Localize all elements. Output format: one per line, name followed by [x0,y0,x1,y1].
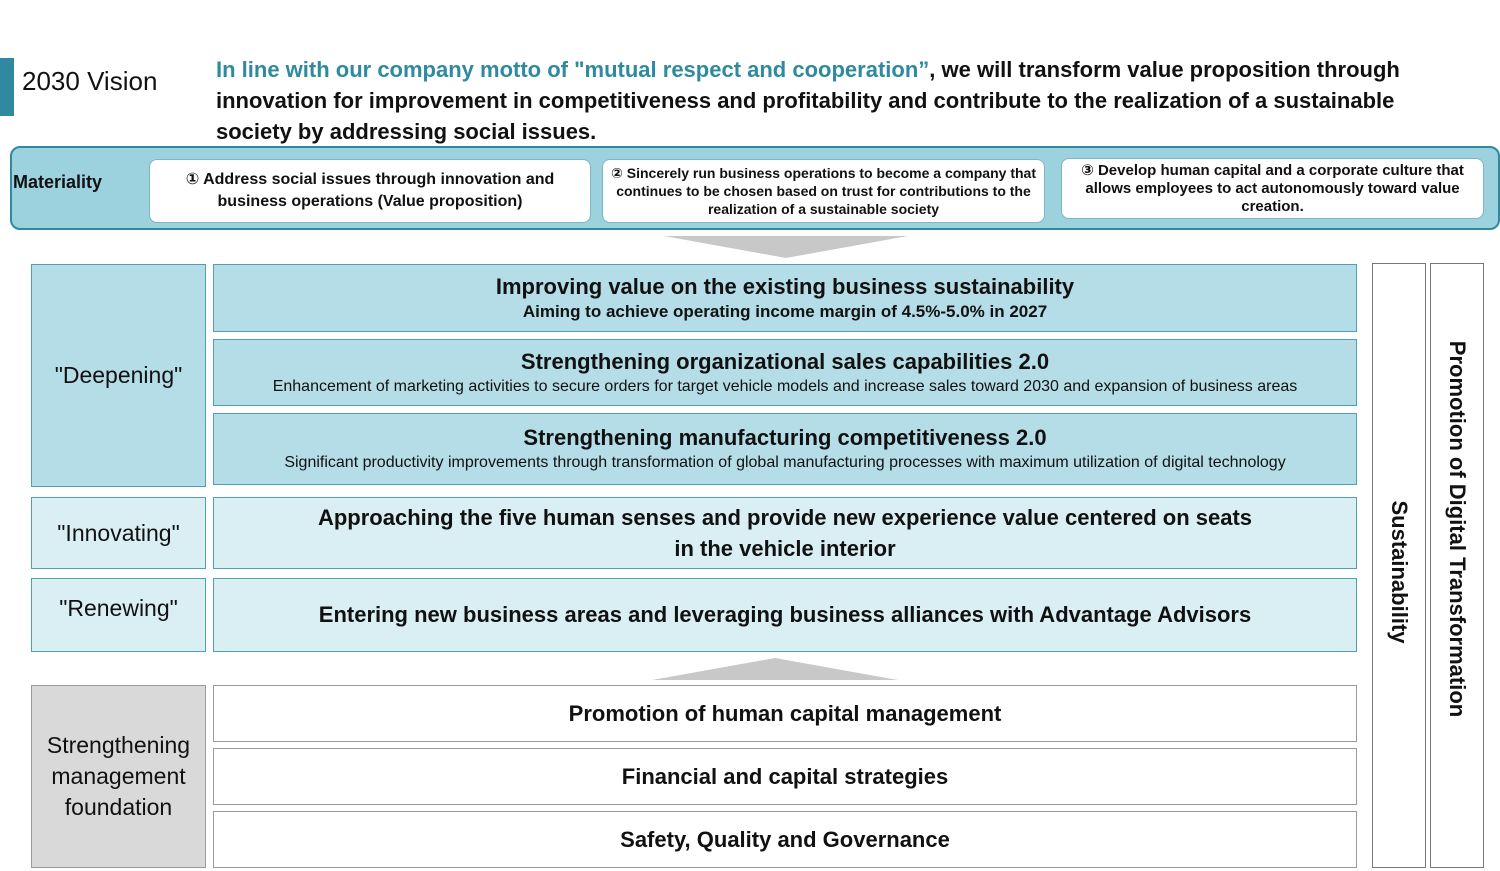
digital-transformation-label: Promotion of Digital Transformation [1445,341,1470,718]
strategy-subtitle: Enhancement of marketing activities to secure orders for target vehicle models and increase sales toward 2030 and expansion of business areas [272,377,1298,395]
materiality-item-3: ③ Develop human capital and a corporate culture that allows employees to act autonomously toward value creation. [1061,158,1484,219]
strategy-row-new-business [213,578,1357,652]
materiality-item-2: ② Sincerely run business operations to become a company that continues to be chosen based on trust for contributions to the realization of a sustainable society [602,159,1045,223]
strategy-title: Entering new business areas and leveraging business alliances with Advantage Advisors [318,602,1252,627]
vision-statement [216,54,1446,147]
strategy-title: Improving value on the existing business sustainability [495,274,1075,299]
vision-statement-motto: In line with our company motto of "mutual respect and cooperation” [216,57,930,82]
strategy-row-existing-business [213,264,1357,332]
vision-title: 2030 Vision [22,66,158,96]
vision-statement-body: , we will transform value proposition through innovation for improvement in competitiveness and profitability and contribute to the realization of a sustainable society by addressing social issues. [216,57,1400,144]
strategy-title-line2: in the vehicle interior [674,536,896,561]
strategy-title: Strengthening organizational sales capabilities 2.0 [520,348,1050,374]
renewing-label: "Renewing" [31,578,206,652]
materiality-item-1: ① Address social issues through innovation and business operations (Value proposition) [149,159,591,223]
up-arrow-icon [652,658,898,680]
strategy-title-line1: Approaching the five human senses and provide new experience value centered on seats [317,505,1253,530]
strategy-title: Strengthening manufacturing competitiveness 2.0 [523,425,1047,450]
sustainability-column [1372,263,1426,868]
foundation-item-human-capital: Promotion of human capital management [213,685,1357,742]
strategy-row-manufacturing [213,413,1357,485]
strategy-row-five-senses [213,497,1357,569]
deepening-label: "Deepening" [31,264,206,487]
foundation-item-governance: Safety, Quality and Governance [213,811,1357,868]
digital-transformation-column [1430,263,1484,868]
down-arrow-icon [664,236,908,258]
materiality-label: Materiality [13,172,103,192]
foundation-item-financial: Financial and capital strategies [213,748,1357,805]
innovating-label: "Innovating" [31,497,206,569]
vision-accent-bar [0,58,14,116]
strategy-subtitle: Aiming to achieve operating income margin of 4.5%-5.0% in 2027 [522,302,1048,321]
strategy-subtitle: Significant productivity improvements through transformation of global manufacturing processes with maximum utilization of digital technology [284,454,1286,471]
strategy-row-sales [213,339,1357,406]
foundation-label: Strengthening management foundation [31,685,206,868]
sustainability-label: Sustainability [1387,499,1412,644]
